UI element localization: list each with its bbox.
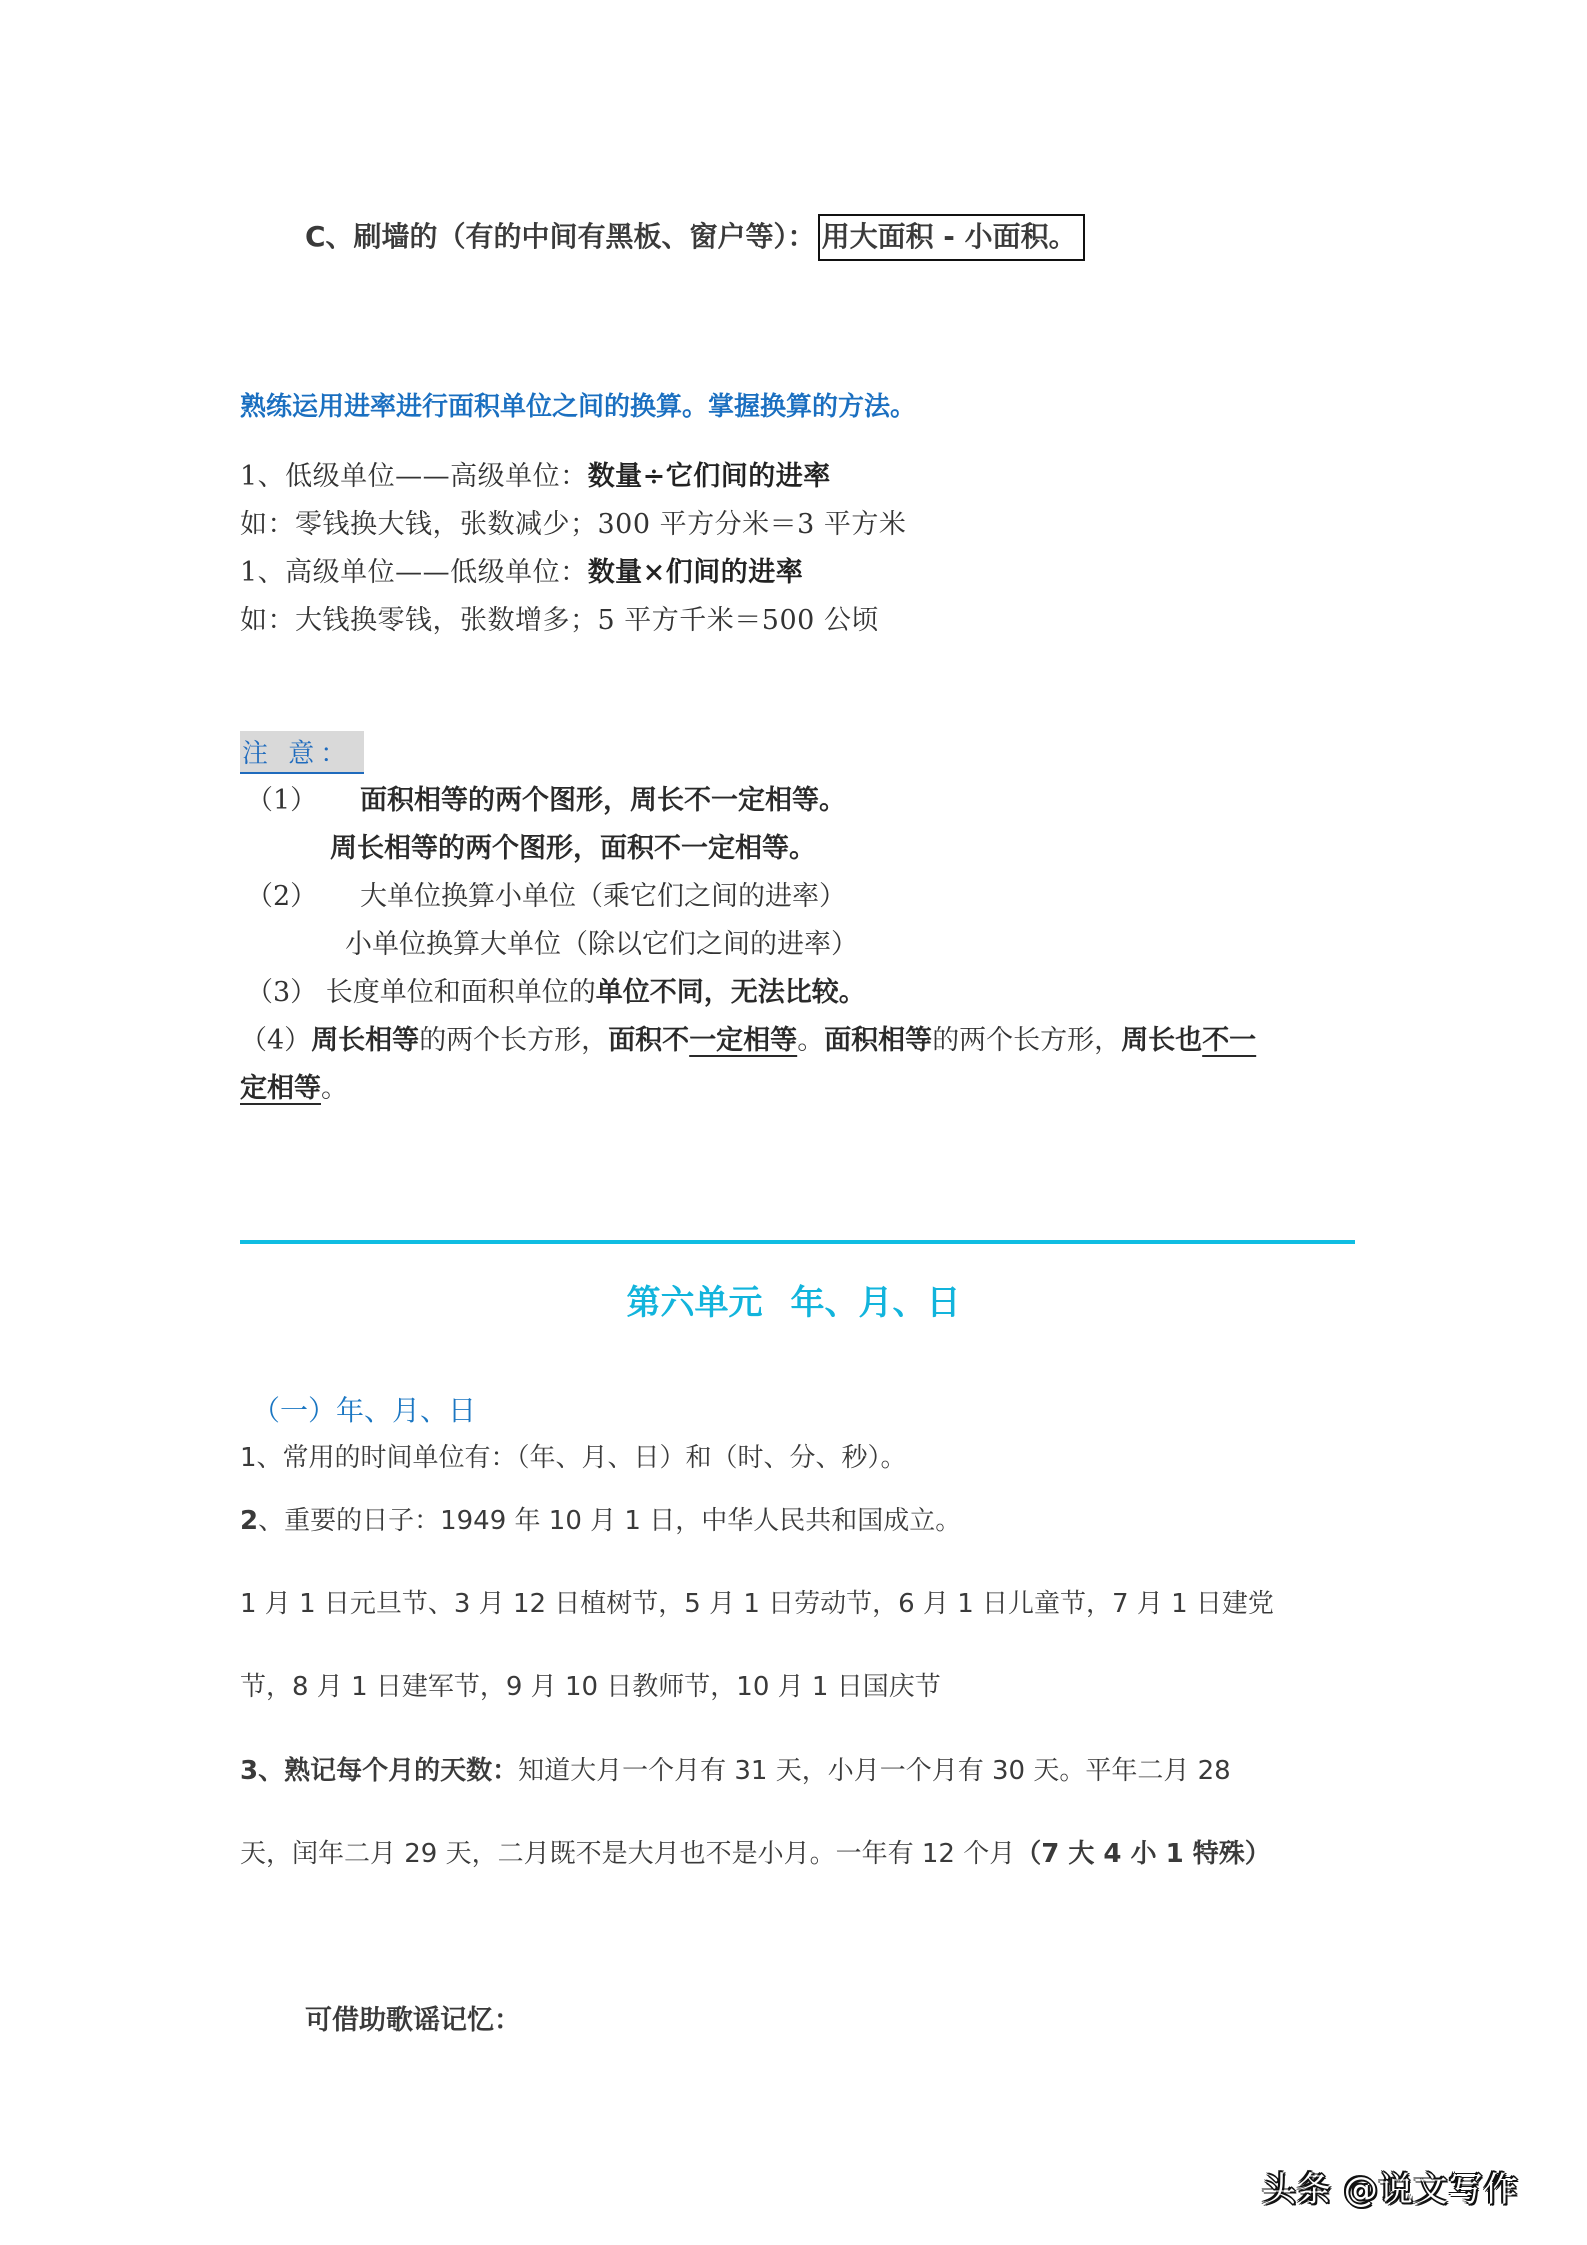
- note-4-seg: 的两个长方形，: [419, 1025, 609, 1056]
- sub-heading: （一）年、月、日: [252, 1394, 477, 1427]
- rhyme-label: 可借助歌谣记忆：: [305, 2005, 521, 2036]
- note-1-line-a-text: 面积相等的两个图形，周长不一定相等。: [360, 785, 846, 816]
- month-days-text-2: 天，闰年二月 29 天，二月既不是大月也不是小月。一年有 12 个月: [240, 1839, 1016, 1869]
- month-days-label: 3、熟记每个月的天数：: [240, 1756, 519, 1786]
- note-2-number: （2）: [246, 881, 318, 912]
- conversion-line-3-emph: 数量×们间的进率: [587, 557, 804, 588]
- important-dates-line: [240, 1500, 961, 1537]
- note-4-underlined: 定相等: [240, 1073, 321, 1104]
- note-4-seg: 。: [797, 1025, 825, 1056]
- section-c-text: C、刷墙的（有的中间有黑板、窗户等）：: [305, 220, 816, 253]
- month-days-line-1: [240, 1750, 1231, 1787]
- month-days-summary: （7 大 4 小 1 特殊）: [1015, 1839, 1271, 1869]
- conversion-line-2: [240, 502, 906, 541]
- unit-title: [0, 1275, 1587, 1324]
- important-dates-number: 2: [240, 1506, 259, 1536]
- note-4-underlined: 一定相等: [689, 1025, 798, 1056]
- note-2-line-a: [360, 874, 846, 913]
- note-1-line-a: [360, 778, 846, 817]
- month-days-text: 知道大月一个月有 31 天，小月一个月有 30 天。平年二月 28: [518, 1756, 1231, 1786]
- unit-title-topic: 年、月、日: [790, 1283, 961, 1323]
- conversion-line-3: [240, 550, 803, 589]
- note-3-text-b: 单位不同，无法比较。: [595, 977, 866, 1008]
- important-dates-text: 、重要的日子：1949 年 10 月 1 日，中华人民共和国成立。: [258, 1506, 962, 1536]
- section-c-boxed-formula: 用大面积 - 小面积。: [818, 214, 1085, 261]
- conversion-line-1-emph: 数量÷它们间的进率: [587, 461, 831, 492]
- note-4-number: （4）: [240, 1025, 312, 1056]
- note-2-line-b: [345, 922, 858, 961]
- note-1-line-b-text: 周长相等的两个图形，面积不一定相等。: [330, 833, 816, 864]
- conversion-line-1: [240, 454, 831, 493]
- note-4-seg: 周长也: [1121, 1025, 1203, 1056]
- section-c-line: [305, 215, 1085, 255]
- note-3-number: （3）: [246, 977, 318, 1008]
- unit-title-number: 第六单元: [626, 1283, 763, 1323]
- watermark: 头条 @说文写作: [1262, 2170, 1519, 2210]
- conversion-line-4-text: 如：大钱换零钱，张数增多；5 平方千米＝500 公顷: [240, 605, 879, 636]
- note-4-underlined: 不一: [1202, 1025, 1257, 1056]
- note-3: [246, 970, 866, 1009]
- note-4-line-b: [240, 1066, 348, 1105]
- conversion-line-3-text: 1、高级单位——低级单位：: [240, 557, 588, 588]
- note-4-seg: 面积不: [608, 1025, 690, 1056]
- note-4-seg: 。: [321, 1073, 348, 1104]
- conversion-heading: 熟练运用进率进行面积单位之间的换算。掌握换算的方法。: [240, 392, 917, 422]
- holidays-line-1: 1 月 1 日元旦节、3 月 12 日植树节，5 月 1 日劳动节，6 月 1 日儿童节，7 月 1 日建党: [240, 1589, 1274, 1619]
- note-1-line-b: [330, 826, 816, 865]
- note-4-seg: 周长相等: [311, 1025, 420, 1056]
- section-divider: [240, 1240, 1355, 1244]
- conversion-line-2-text: 如：零钱换大钱，张数减少；300 平方分米＝3 平方米: [240, 509, 907, 540]
- note-1-number: （1）: [246, 785, 318, 816]
- note-4-seg: 面积相等: [824, 1025, 933, 1056]
- note-2-line-a-text: 大单位换算小单位（乘它们之间的进率）: [360, 881, 846, 912]
- conversion-line-1-text: 1、低级单位——高级单位：: [240, 461, 588, 492]
- holidays-line-2: 节，8 月 1 日建军节，9 月 10 日教师节，10 月 1 日国庆节: [240, 1672, 941, 1702]
- month-days-line-2: [240, 1833, 1271, 1870]
- note-4-seg: 的两个长方形，: [932, 1025, 1122, 1056]
- time-units-line: 1、常用的时间单位有：（年、月、日）和（时、分、秒）。: [240, 1443, 907, 1473]
- note-4-line-a: [240, 1018, 1256, 1057]
- note-label: 注 意：: [240, 731, 364, 774]
- note-2-line-b-text: 小单位换算大单位（除以它们之间的进率）: [345, 929, 858, 960]
- note-3-text-a: 长度单位和面积单位的: [325, 977, 596, 1008]
- conversion-line-4: [240, 598, 879, 637]
